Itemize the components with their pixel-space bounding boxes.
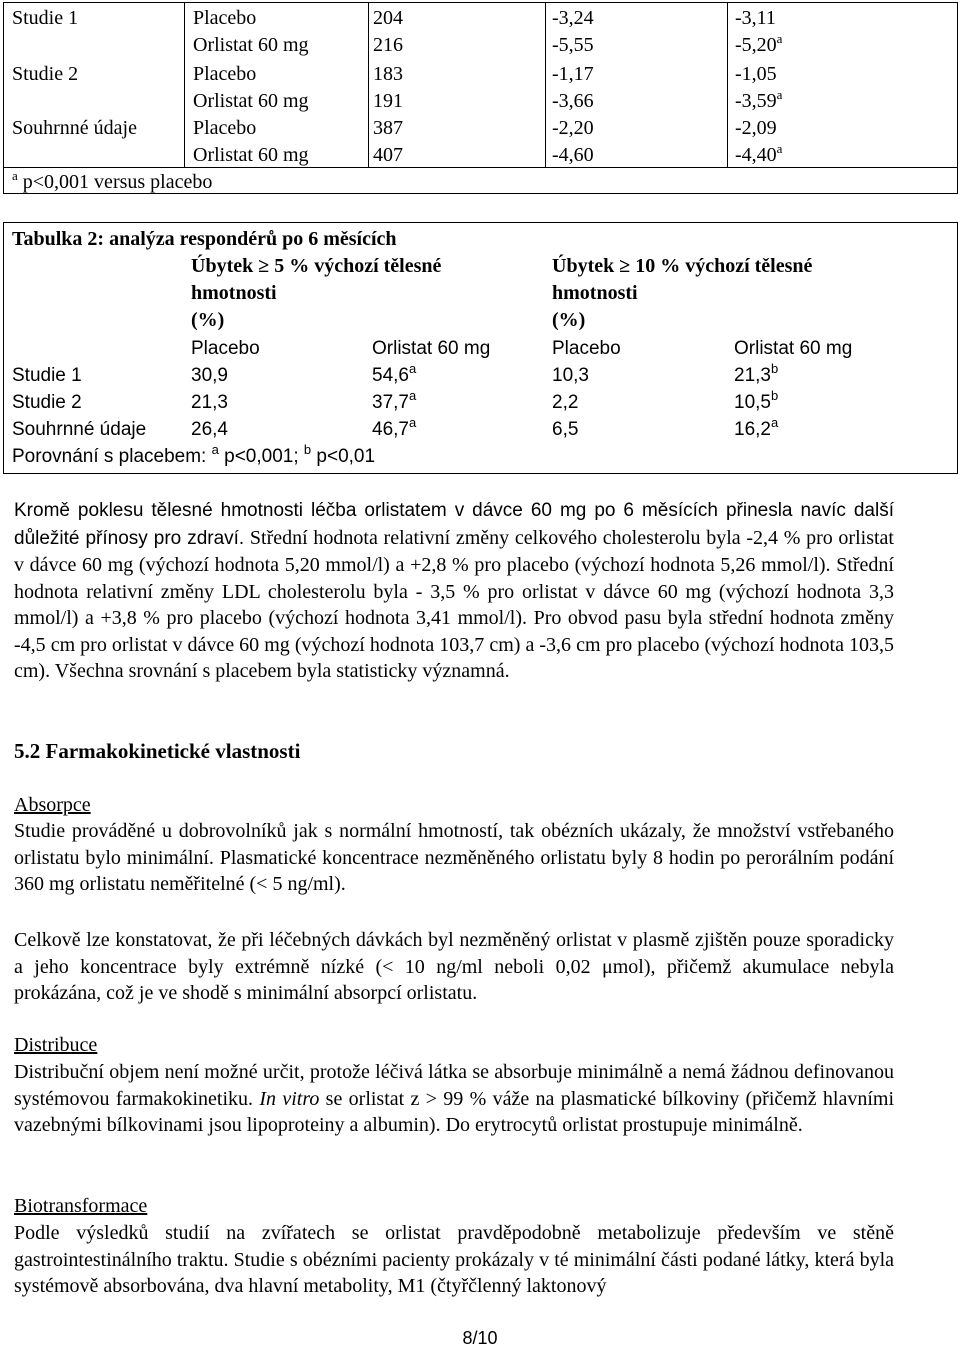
t1-n: 183 — [373, 63, 403, 85]
t1-change-kg-cell — [735, 142, 782, 170]
distribuce-title: Distribuce — [14, 1034, 98, 1056]
t2-value: 21,3 — [191, 392, 228, 413]
t1-row-label: Souhrnné údaje — [12, 117, 137, 139]
t1-footnote — [12, 169, 212, 197]
header-5pct-line3: (%) — [191, 309, 225, 331]
t2-value: 54,6 — [372, 365, 409, 386]
t2-value: 37,7 — [372, 392, 409, 413]
efficacy-intro: Kromě poklesu tělesné hmotnosti léčba orlistatem v dávce 60 mg po 6 měsících přinesla navíc další důležité přínosy pro zdraví. — [14, 500, 894, 549]
page-number: 8/10 — [462, 1328, 498, 1348]
t2-value: 46,7 — [372, 419, 409, 440]
table-caption: Tabulka 2: analýza respondérů po 6 měsících — [12, 228, 397, 250]
t1-change-pct: -1,17 — [552, 63, 594, 85]
t2-value: 2,2 — [552, 392, 579, 413]
t2-value: 30,9 — [191, 365, 228, 386]
t1-n: 387 — [373, 117, 403, 139]
t1-row-label: Studie 2 — [12, 63, 79, 85]
biotransformace-paragraph: Podle výsledků studií na zvířatech se orlistat pravděpodobně metabolizuje především ve stěně gastrointestinálního traktu. Studie s obézními pacienty prokázaly v té minimální části podané látky, která byla systémově absorbována, dva hlavní metabolity, M1 (čtyřčlenný laktonový — [14, 1222, 894, 1297]
t1-footnote-text: p<0,001 versus placebo — [17, 171, 213, 193]
t2-value-cell — [734, 362, 778, 390]
column-header: Placebo — [552, 338, 621, 359]
column-header: Placebo — [191, 338, 260, 359]
t2-value-cell — [734, 416, 778, 444]
distribuce-text-b: se orlistat z > 99 % váže na plasmatické bílkoviny (přičemž hlavními vazebnými bílkovinami jsou lipoproteiny a albumin). Do erytrocytů orlistat prostupuje minimálně. — [14, 1087, 894, 1136]
t2-value-cell — [734, 389, 778, 417]
t2-note-b: p<0,01 — [311, 446, 376, 467]
t1-n: 216 — [373, 34, 403, 56]
superscript: a — [770, 415, 779, 430]
t2-value: 6,5 — [552, 419, 579, 440]
absorpce-paragraph-1: Studie prováděné u dobrovolníků jak s normální hmotností, tak obézních ukázaly, že množství vstřebaného orlistatu bylo minimální. Plasmatické koncentrace nezměněného orlistatu byly 8 hodin po perorálním podání 360 mg orlistatu neměřitelné (< 5 ng/ml). — [14, 820, 894, 895]
efficacy-text: Střední hodnota relativní změny celkového cholesterolu byla -2,4 % pro orlistat v dávce 60 mg (výchozí hodnota 5,20 mmol/l) a +2,8 % pro placebo (výchozí hodnota 5,26 mmol/l). Střední hodnota relativní změny LDL cholesterolu byla - 3,5 % pro orlistat v dávce 60 mg (výchozí hodnota 3,3 mmol/l) a +3,8 % pro placebo (výchozí hodnota 3,41 mmol/l). Pro obvod pasu byla střední hodnota změny -4,5 cm pro orlistat v dávce 60 mg (výchozí hodnota 103,7 cm) a -3,6 cm pro placebo (výchozí hodnota 103,5 cm). Všechna srovnání s placebem byla statisticky významná. — [14, 526, 894, 682]
superscript: a — [408, 361, 417, 376]
absorpce-paragraph-2: Celkově lze konstatovat, že při léčebných dávkách byl nezměněný orlistat v plasmě zjištěn pouze sporadicky a jeho koncentrace byly extrémně nízké (< 10 ng/ml neboli 0,02 μmol), přičemž akumulace nebyla prokázána, což je ve shodě s minimální absorpcí orlistatu. — [14, 929, 894, 1004]
t2-value-cell — [372, 362, 416, 390]
t1-change-pct: -3,24 — [552, 7, 594, 29]
t1-change-pct: -3,66 — [552, 90, 594, 112]
t1-change-kg-cell — [735, 32, 782, 60]
superscript: b — [770, 388, 779, 403]
t1-group: Orlistat 60 mg — [193, 144, 309, 166]
t2-note — [12, 443, 375, 471]
t1-change-kg-cell — [735, 88, 782, 116]
t1-change-kg: -5,20 — [735, 34, 777, 56]
t1-group: Orlistat 60 mg — [193, 90, 309, 112]
superscript: a — [776, 141, 783, 156]
t1-change-kg: -3,59 — [735, 90, 777, 112]
t1-change-pct: -5,55 — [552, 34, 594, 56]
weight-loss-table — [3, 2, 958, 194]
t1-group: Placebo — [193, 63, 257, 85]
t2-row-label: Studie 2 — [12, 392, 82, 413]
t1-change-kg: -2,09 — [735, 117, 777, 139]
t2-value-cell — [372, 389, 416, 417]
t2-value: 26,4 — [191, 419, 228, 440]
t2-row-label: Studie 1 — [12, 365, 82, 386]
efficacy-paragraph — [14, 497, 894, 685]
t1-group: Placebo — [193, 7, 257, 29]
distribuce-text-a: Distribuční objem není možné určit, protože léčivá látka se absorbuje minimálně a nemá žádnou definovanou systémovou farmakokinetiku. — [14, 1061, 894, 1110]
header-10pct-line3: (%) — [552, 309, 586, 331]
t2-value: 10,5 — [734, 392, 771, 413]
t2-row-label: Souhrnné údaje — [12, 419, 147, 440]
superscript: a — [776, 87, 783, 102]
header-5pct-line2: hmotnosti — [191, 282, 277, 304]
t1-change-kg: -1,05 — [735, 63, 777, 85]
superscript: a — [12, 168, 18, 183]
absorpce-title: Absorpce — [14, 794, 91, 816]
superscript: a — [408, 415, 417, 430]
responder-table — [3, 222, 958, 474]
superscript: a — [408, 388, 417, 403]
t2-value: 10,3 — [552, 365, 589, 386]
superscript: b — [303, 442, 312, 457]
t1-n: 407 — [373, 144, 403, 166]
t1-change-pct: -2,20 — [552, 117, 594, 139]
superscript: a — [211, 442, 219, 457]
t2-note-a: p<0,001; — [218, 446, 304, 467]
header-5pct: Úbytek ≥ 5 % výchozí tělesné — [191, 255, 442, 277]
distribuce-paragraph — [14, 1059, 894, 1139]
t1-group: Orlistat 60 mg — [193, 34, 309, 56]
biotransformace-title: Biotransformace — [14, 1195, 148, 1217]
t1-group: Placebo — [193, 117, 257, 139]
t1-row-label: Studie 1 — [12, 7, 79, 29]
section-title: 5.2 Farmakokinetické vlastnosti — [14, 739, 301, 763]
column-header: Orlistat 60 mg — [734, 338, 853, 359]
t2-value: 21,3 — [734, 365, 771, 386]
header-10pct: Úbytek ≥ 10 % výchozí tělesné — [552, 255, 813, 277]
superscript: b — [770, 361, 779, 376]
t1-change-pct: -4,60 — [552, 144, 594, 166]
t1-change-kg: -4,40 — [735, 144, 777, 166]
t1-change-kg: -3,11 — [735, 7, 776, 29]
column-header: Orlistat 60 mg — [372, 338, 491, 359]
t2-note-prefix: Porovnání s placebem: — [12, 446, 212, 467]
t2-value-cell — [372, 416, 416, 444]
superscript: a — [776, 31, 783, 46]
t1-n: 204 — [373, 7, 403, 29]
t1-n: 191 — [373, 90, 403, 112]
in-vitro-text: In vitro — [259, 1087, 320, 1110]
t2-value: 16,2 — [734, 419, 771, 440]
header-10pct-line2: hmotnosti — [552, 282, 638, 304]
